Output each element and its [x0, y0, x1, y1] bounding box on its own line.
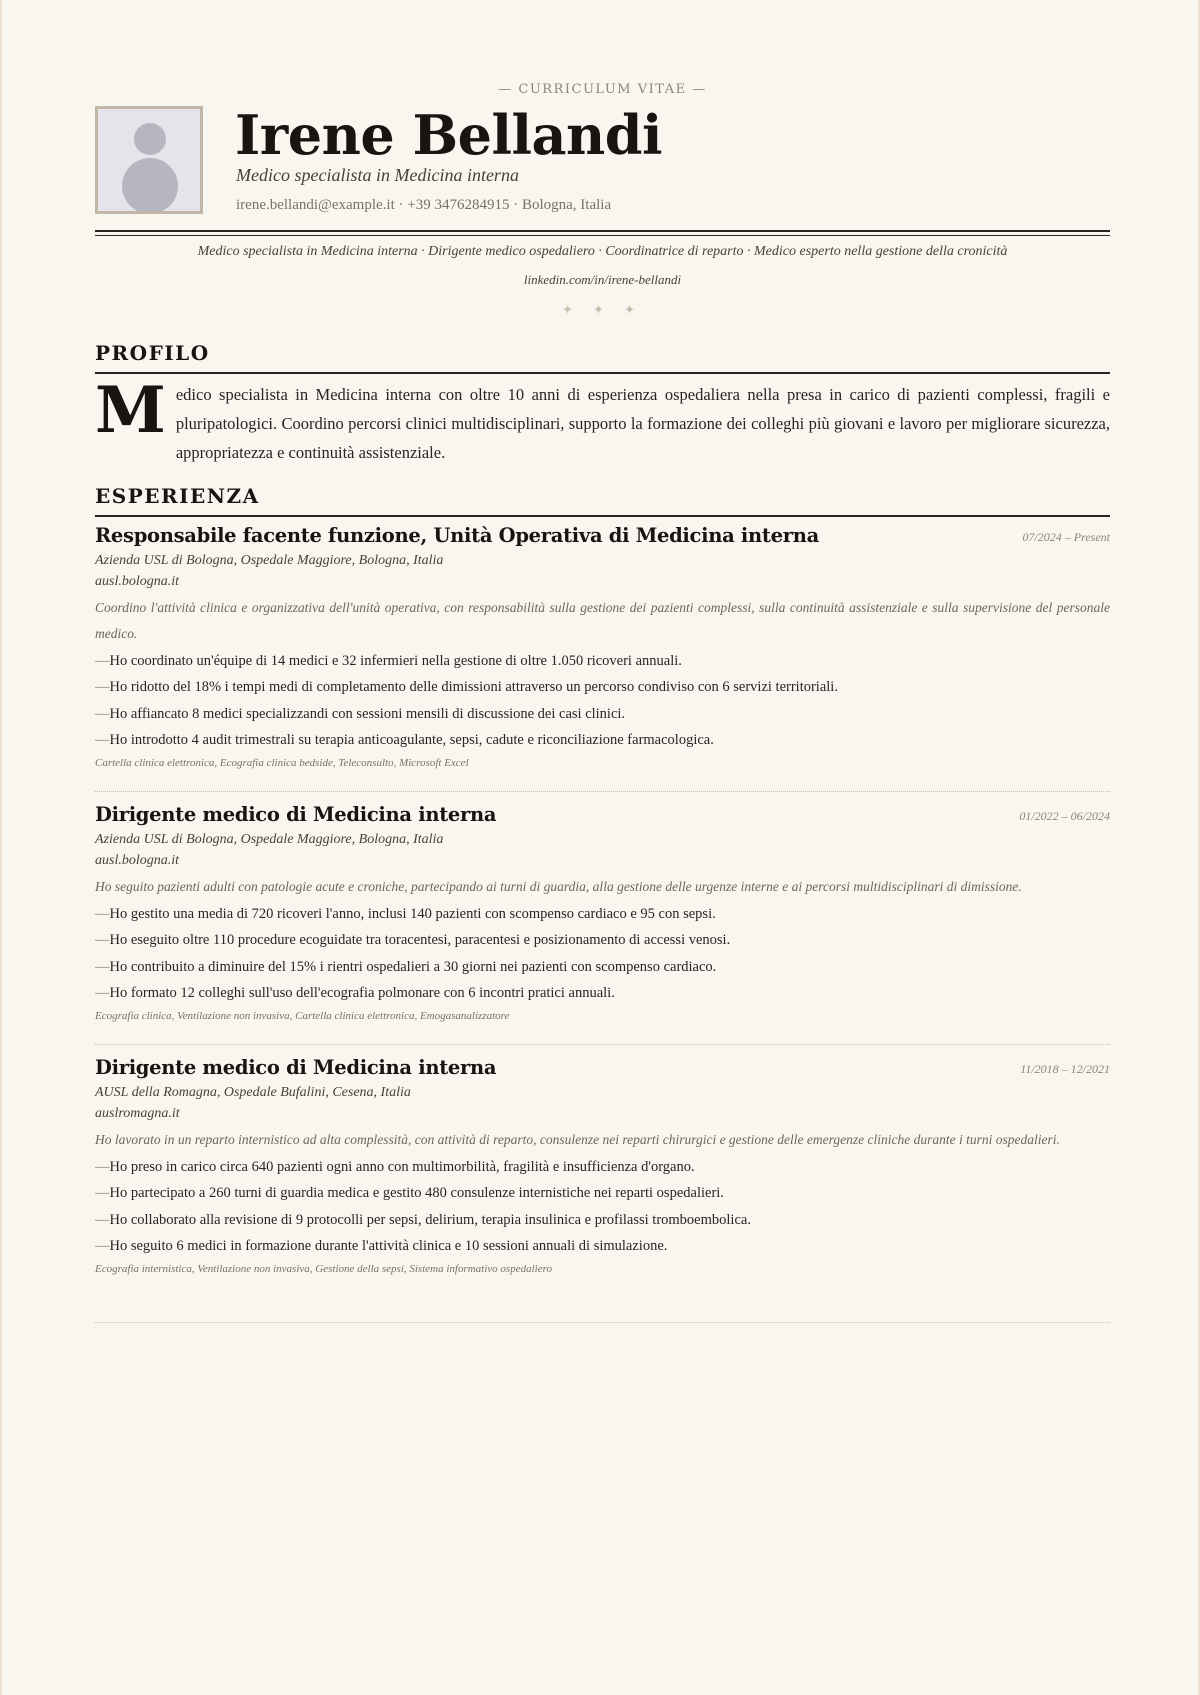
avatar-head-icon	[134, 123, 166, 155]
profile-dropcap: M	[95, 373, 166, 448]
bullet-text: Ho gestito una media di 720 ricoveri l'anno, inclusi 140 pazienti con scompenso cardiaco e 95 con sepsi.	[109, 906, 716, 922]
job-website-link[interactable]: auslromagna.it	[95, 1106, 180, 1121]
job-bullet	[95, 648, 1110, 674]
bullet-text: Ho seguito 6 medici in formazione durante l'attività clinica e 10 sessioni annuali di simulazione.	[109, 1237, 668, 1254]
linkedin-link[interactable]: linkedin.com/in/irene-bellandi	[523, 272, 682, 287]
profile-heading: PROFILO	[95, 340, 1110, 374]
bullet-text: Ho introdotto 4 audit trimestrali su terapia anticoagulante, sepsi, cadute e riconciliazione farmacologica.	[109, 731, 714, 748]
job-bullet	[95, 1154, 1110, 1180]
job-skills: Ecografia clinica, Ventilazione non invasiva, Cartella clinica elettronica, Emogasanalizzatore	[95, 1010, 510, 1023]
bullet-dash-icon: —	[95, 906, 110, 922]
bullet-dash-icon: —	[95, 679, 110, 696]
job-title: Dirigente medico di Medicina interna	[95, 1056, 497, 1079]
job-skills: Cartella clinica elettronica, Ecografia clinica bedside, Teleconsulto, Microsoft Excel	[95, 757, 469, 770]
bullet-dash-icon: —	[95, 1159, 110, 1175]
bullet-text: Ho ridotto del 18% i tempi medi di completamento delle dimissioni attraverso un percorso condiviso con 6 servizi territoriali.	[109, 679, 838, 696]
job-description: Coordino l'attività clinica e organizzativa dell'unità operativa, con responsabilità sulla gestione dei pazienti complessi, sulla continuità assistenziale e sulla supervisione del personale medico.	[95, 600, 1110, 641]
bullet-dash-icon: —	[95, 653, 110, 669]
candidate-title: Medico specialista in Medicina interna	[236, 165, 519, 185]
bullet-dash-icon: —	[95, 958, 110, 975]
job-title: Dirigente medico di Medicina interna	[95, 803, 497, 826]
bullet-text: Ho preso in carico circa 640 pazienti ogni anno con multimorbilità, fragilità e insufficienza d'organo.	[109, 1159, 695, 1175]
job-divider	[95, 1044, 1110, 1045]
bullet-dash-icon: —	[95, 932, 110, 949]
cv-label: — CURRICULUM VITAE —	[498, 82, 707, 97]
job-bullet	[95, 927, 1110, 953]
ornament-stars: ✦ ✦ ✦	[562, 303, 643, 318]
job-website-link[interactable]: ausl.bologna.it	[95, 853, 180, 868]
job-entry	[95, 524, 1110, 773]
avatar-body-icon	[122, 158, 178, 214]
bullet-dash-icon: —	[95, 705, 110, 722]
bullet-text: Ho contribuito a diminuire del 15% i rientri ospedalieri a 30 giorni nei pazienti con scompenso cardiaco.	[109, 958, 717, 975]
profile-text	[95, 373, 1110, 467]
job-bullet	[95, 1207, 1110, 1233]
job-description: Ho seguito pazienti adulti con patologie acute e croniche, partecipando ai turni di guardia, alla gestione delle urgenze interne e ai percorsi multidisciplinari di dimissione.	[95, 879, 1022, 894]
job-bullet	[95, 701, 1110, 727]
job-entry	[95, 1056, 1110, 1279]
job-bullet	[95, 954, 1110, 980]
candidate-name: Irene Bellandi	[235, 103, 663, 167]
bullet-text: Ho formato 12 colleghi sull'uso dell'ecografia polmonare con 6 incontri pratici annuali.	[109, 984, 615, 1001]
job-date: 01/2022 – 06/2024	[1019, 809, 1110, 823]
job-website-link[interactable]: ausl.bologna.it	[95, 574, 180, 589]
job-organization: Azienda USL di Bologna, Ospedale Maggiore, Bologna, Italia	[95, 832, 444, 847]
bullet-dash-icon: —	[95, 731, 110, 748]
job-bullet	[95, 1233, 1110, 1259]
job-bullet	[95, 674, 1110, 700]
job-date: 11/2018 – 12/2021	[1020, 1062, 1110, 1076]
job-date: 07/2024 – Present	[1022, 530, 1110, 544]
job-bullet	[95, 1180, 1110, 1206]
bullet-text: Ho partecipato a 260 turni di guardia medica e gestito 480 consulenze internistiche nei reparti ospedalieri.	[109, 1185, 724, 1202]
bullet-text: Ho coordinato un'équipe di 14 medici e 32 infermieri nella gestione di oltre 1.050 ricoveri annuali.	[109, 653, 682, 669]
job-divider	[95, 791, 1110, 792]
bullet-text: Ho affiancato 8 medici specializzandi con sessioni mensili di discussione dei casi clinici.	[109, 705, 626, 722]
header-rule	[95, 230, 1110, 236]
bullet-dash-icon: —	[95, 1237, 110, 1254]
profile-body: edico specialista in Medicina interna con oltre 10 anni di esperienza ospedaliera nella presa in carico di pazienti complessi, fragili e pluripatologici. Coordino percorsi clinici multidisciplinari, supporto la formazione dei colleghi più giovani e lavoro per migliorare sicurezza, appropriatezza e continuità assistenziale.	[175, 385, 1110, 462]
job-divider	[95, 1322, 1110, 1323]
experience-heading: ESPERIENZA	[95, 483, 1110, 517]
job-bullets	[95, 648, 1110, 753]
avatar	[95, 106, 203, 214]
job-bullet	[95, 980, 1110, 1006]
job-bullets	[95, 901, 1110, 1006]
job-bullet	[95, 727, 1110, 753]
job-skills: Ecografia internistica, Ventilazione non invasiva, Gestione della sepsi, Sistema informativo ospedaliero	[95, 1263, 552, 1276]
bullet-text: Ho eseguito oltre 110 procedure ecoguidate tra toracentesi, paracentesi e posizionamento di accessi venosi.	[109, 932, 731, 949]
job-bullet	[95, 901, 1110, 927]
job-entry	[95, 803, 1110, 1026]
job-organization: AUSL della Romagna, Ospedale Bufalini, Cesena, Italia	[95, 1085, 411, 1100]
job-title: Responsabile facente funzione, Unità Operativa di Medicina interna	[95, 524, 819, 547]
bullet-dash-icon: —	[95, 1211, 110, 1228]
contact-line: irene.bellandi@example.it · +39 3476284915 · Bologna, Italia	[236, 197, 612, 213]
job-description: Ho lavorato in un reparto internistico ad alta complessità, con attività di reparto, consulenze nei reparti chirurgici e gestione delle emergenze cliniche durante i turni ospedalieri.	[95, 1132, 1060, 1147]
bullet-text: Ho collaborato alla revisione di 9 protocolli per sepsi, delirium, terapia insulinica e profilassi tromboembolica.	[109, 1211, 751, 1228]
bullet-dash-icon: —	[95, 984, 110, 1001]
job-bullets	[95, 1154, 1110, 1259]
roles-line: Medico specialista in Medicina interna · Dirigente medico ospedaliero · Coordinatrice di reparto · Medico esperto nella gestione della cronicità	[197, 244, 1008, 259]
job-organization: Azienda USL di Bologna, Ospedale Maggiore, Bologna, Italia	[95, 553, 444, 568]
bullet-dash-icon: —	[95, 1185, 110, 1202]
